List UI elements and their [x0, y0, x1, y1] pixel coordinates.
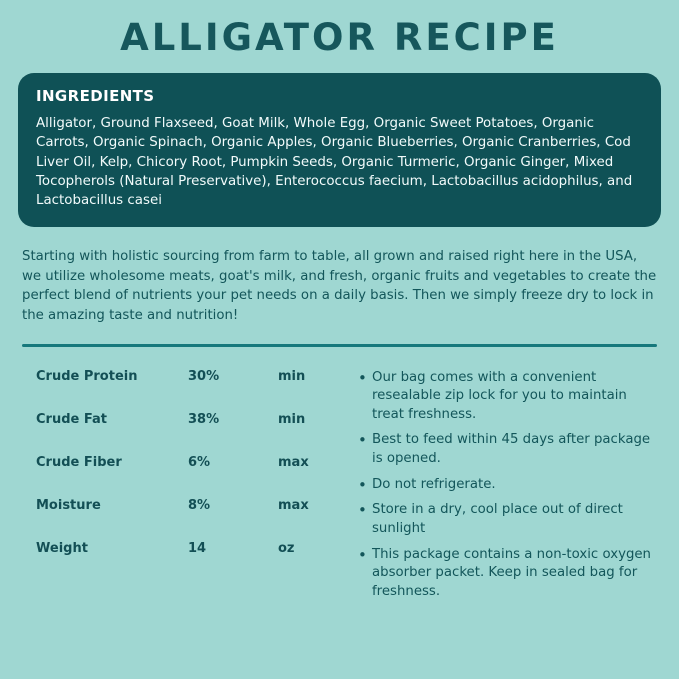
lower-section — [18, 369, 661, 609]
handling-notes-list — [352, 369, 657, 609]
ingredients-list: Alligator, Ground Flaxseed, Goat Milk, Whole Egg, Organic Sweet Potatoes, Organic Carrots, Organic Spinach, Organic Apples, Organic Blueberries, Organic Cranberries, Cod Liver Oil, Kelp, Chicory Root, Pumpkin Seeds, Organic Turmeric, Organic Ginger, Mixed Tocopherols (Natural Preservative), Enterococcus faecium, Lactobacillus acidophilus, and Lactobacillus casei — [36, 115, 633, 209]
product-description: Starting with holistic sourcing from farm to table, all grown and raised right here in the USA, we utilize wholesome meats, goat's milk, and fresh, organic fruits and vegetables to create the perfect blend of nutrients your pet needs on a daily basis. Then we simply freeze dry to lock in the amazing taste and nutrition! — [22, 248, 657, 323]
table-row — [36, 369, 352, 384]
list-item — [358, 369, 657, 425]
analysis-value: 6% — [188, 454, 211, 470]
table-row — [36, 541, 352, 556]
ingredients-panel — [18, 73, 661, 227]
analysis-value: 38% — [188, 411, 220, 427]
analysis-name: Crude Fat — [36, 411, 107, 427]
guaranteed-analysis-table — [22, 369, 352, 609]
analysis-unit: oz — [278, 540, 295, 556]
section-divider — [22, 344, 657, 347]
page-title: ALLIGATOR RECIPE — [120, 16, 559, 59]
ingredients-heading: INGREDIENTS — [36, 86, 155, 105]
analysis-value: 8% — [188, 497, 211, 513]
analysis-name: Moisture — [36, 497, 101, 513]
bullet-icon: • — [358, 368, 367, 387]
list-item-text: Best to feed within 45 days after package is opened. — [372, 432, 651, 466]
bullet-icon: • — [358, 545, 367, 564]
list-item — [358, 476, 657, 495]
table-row — [36, 412, 352, 427]
bullet-icon: • — [358, 501, 367, 520]
table-row — [36, 498, 352, 513]
list-item-text: Our bag comes with a convenient resealable zip lock for you to maintain treat freshness. — [372, 369, 627, 422]
analysis-name: Crude Protein — [36, 368, 138, 384]
analysis-unit: min — [278, 368, 306, 384]
list-item-text: This package contains a non-toxic oxygen absorber packet. Keep in sealed bag for freshness. — [372, 546, 651, 599]
analysis-value: 14 — [188, 540, 207, 556]
list-item-text: Do not refrigerate. — [372, 476, 496, 492]
list-item-text: Store in a dry, cool place out of direct sunlight — [372, 502, 623, 536]
analysis-unit: min — [278, 411, 306, 427]
table-row — [36, 455, 352, 470]
analysis-name: Crude Fiber — [36, 454, 122, 470]
analysis-unit: max — [278, 497, 309, 513]
bullet-icon: • — [358, 431, 367, 450]
analysis-name: Weight — [36, 540, 88, 556]
list-item — [358, 501, 657, 538]
bullet-icon: • — [358, 475, 367, 494]
list-item — [358, 546, 657, 602]
analysis-unit: max — [278, 454, 309, 470]
analysis-value: 30% — [188, 368, 220, 384]
list-item — [358, 431, 657, 468]
